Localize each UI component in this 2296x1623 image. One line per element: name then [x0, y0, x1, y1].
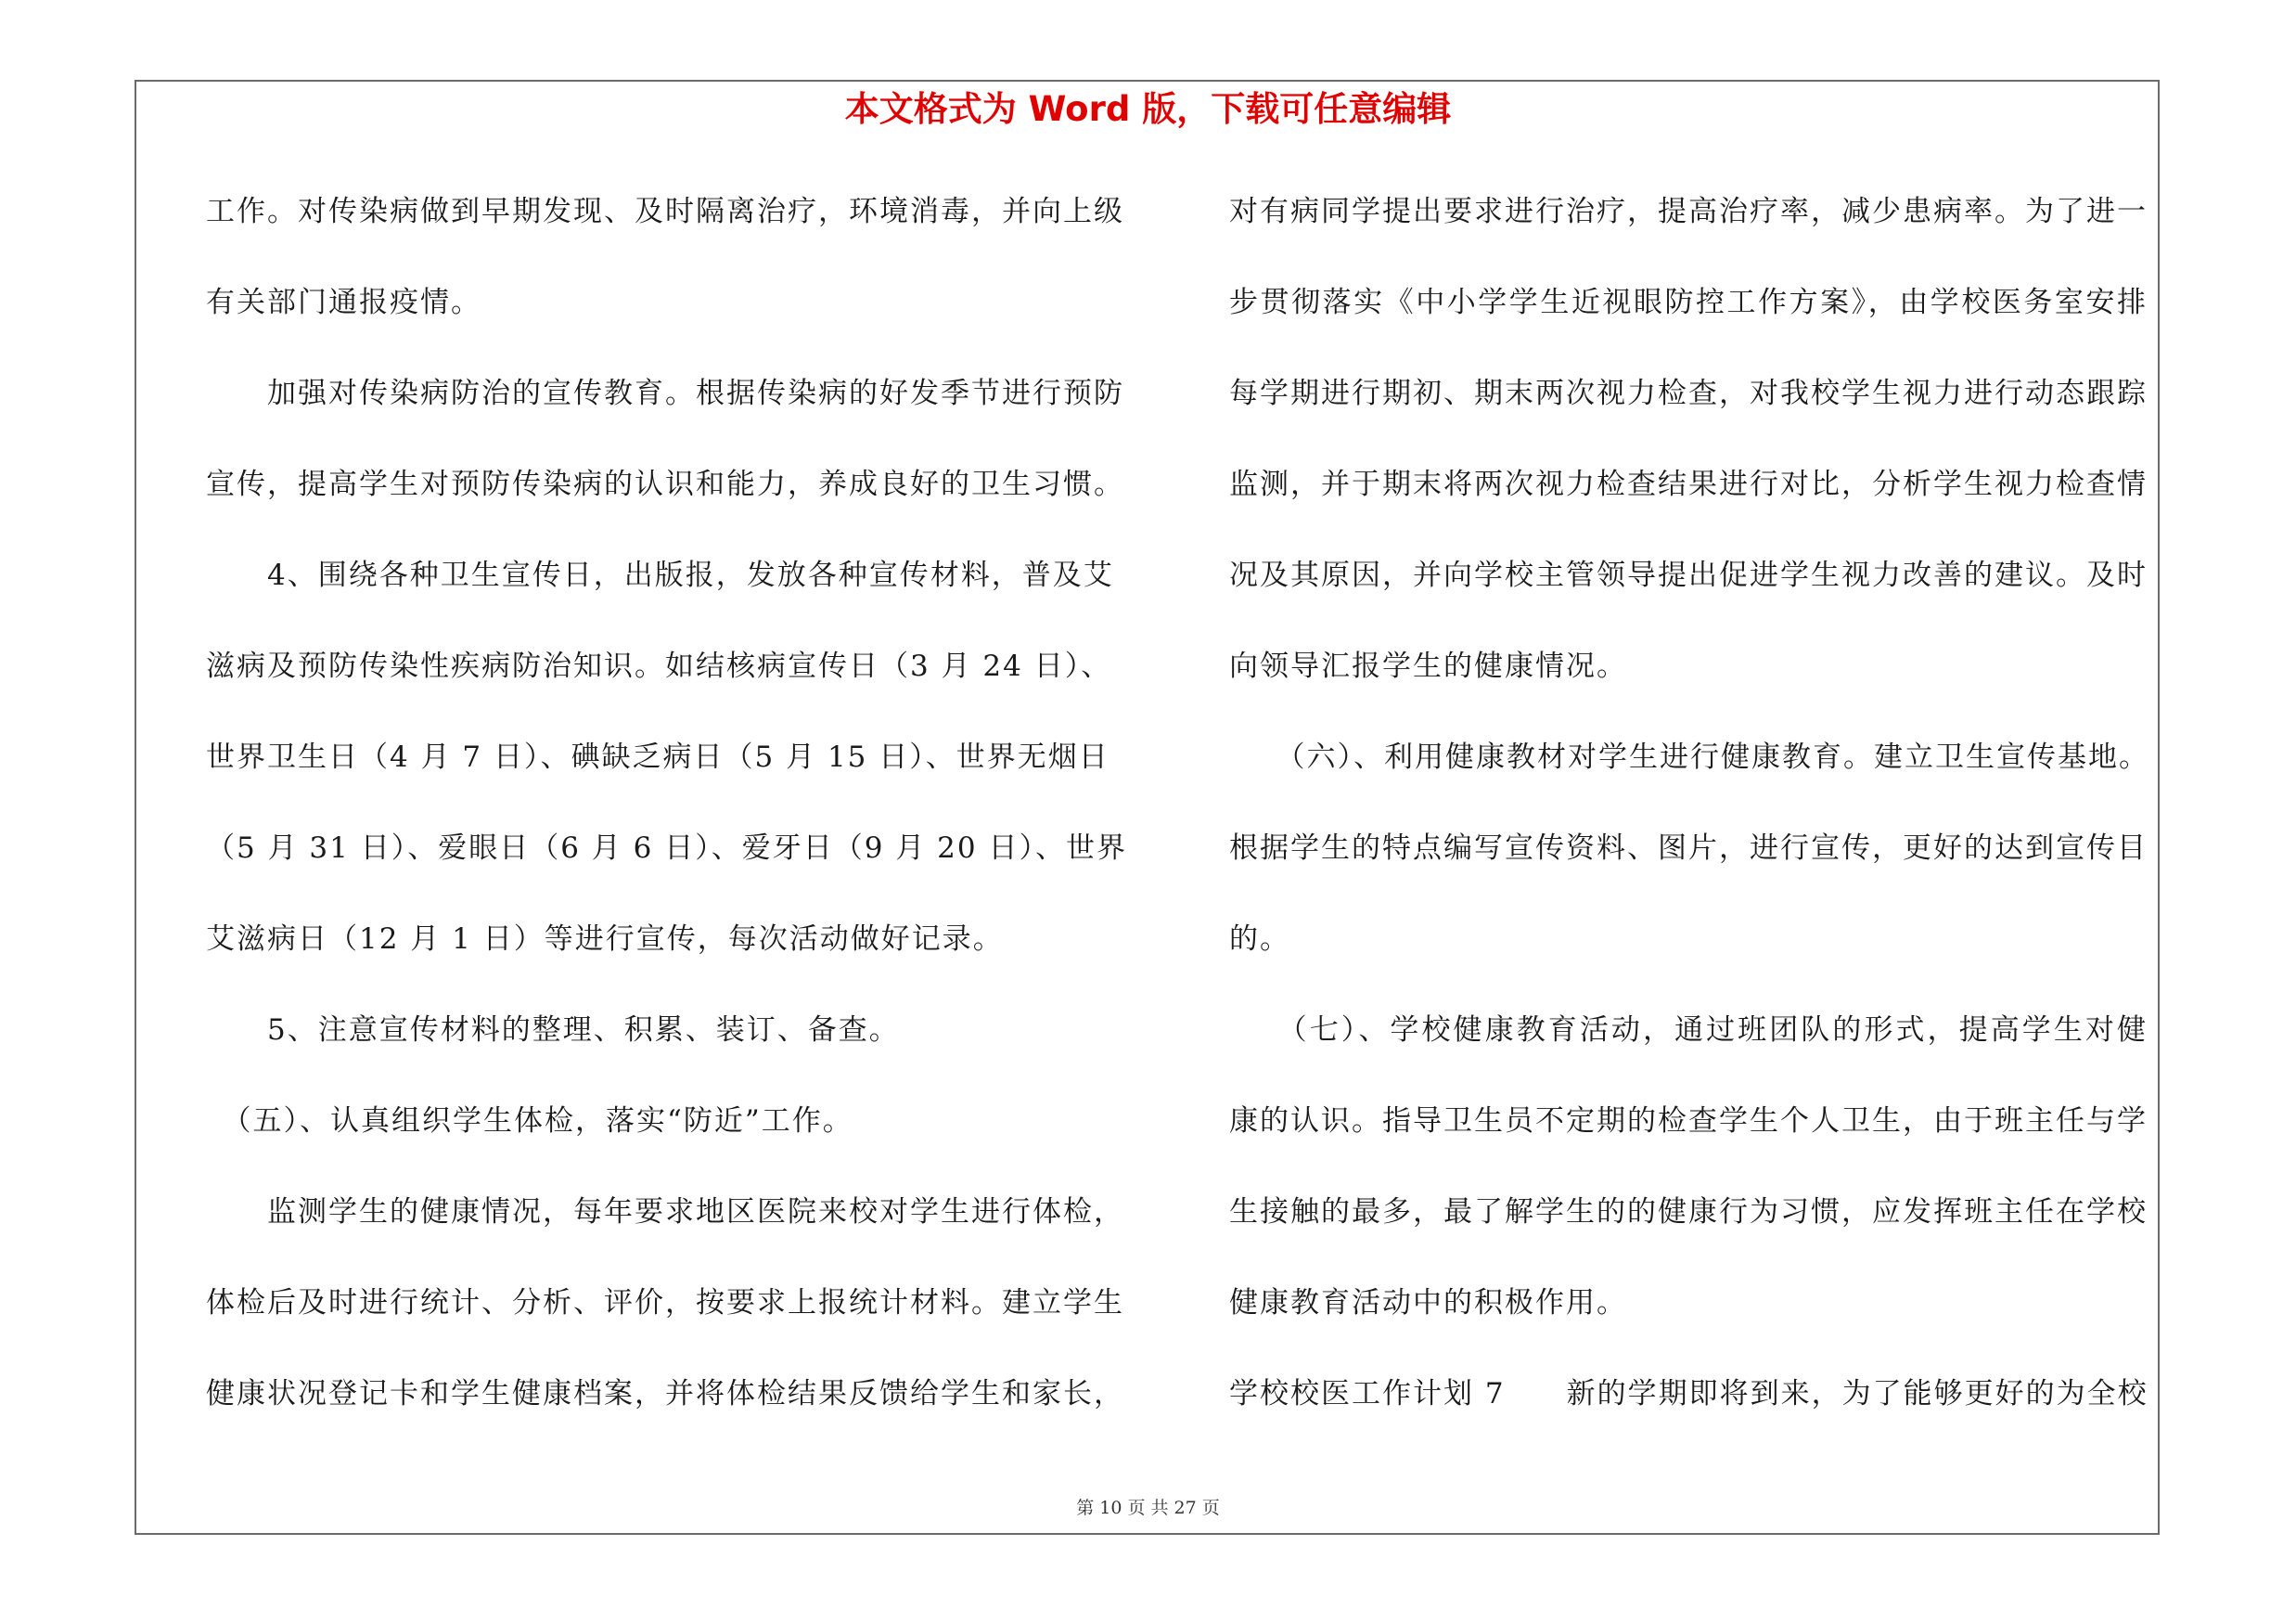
left-column-text-line: （5 月 31 日）、爱眼日（6 月 6 日）、爱牙日（9 月 20 日）、世界	[206, 831, 1127, 865]
left-column-text-line: 滋病及预防传染性疾病防治知识。如结核病宣传日（3 月 24 日）、	[206, 650, 1112, 683]
right-column-text-line: 对有病同学提出要求进行治疗，提高治疗率，减少患病率。为了进一	[1229, 195, 2148, 228]
left-column-text-line: 宣传，提高学生对预防传染病的认识和能力，养成良好的卫生习惯。	[206, 468, 1124, 501]
left-column-text-line: 4、围绕各种卫生宣传日，出版报，发放各种宣传材料，普及艾	[206, 559, 1114, 592]
word-format-notice: 本文格式为 Word 版，下载可任意编辑	[844, 89, 1452, 129]
right-column-text-line: 生接触的最多，最了解学生的的健康行为习惯，应发挥班主任在学校	[1229, 1195, 2148, 1229]
left-column-text-line: 世界卫生日（4 月 7 日）、碘缺乏病日（5 月 15 日）、世界无烟日	[206, 741, 1110, 774]
left-column	[206, 184, 1127, 1457]
right-column-text-line: 的。	[1229, 922, 1290, 956]
right-column-text-line: 向领导汇报学生的健康情况。	[1229, 650, 1627, 683]
right-column-text-line: （七）、学校健康教育活动，通过班团队的形式，提高学生对健	[1229, 1013, 2148, 1047]
right-column-text-line: 况及其原因，并向学校主管领导提出促进学生视力改善的建议。及时	[1229, 559, 2148, 592]
right-column-text-line: 康的认识。指导卫生员不定期的检查学生个人卫生，由于班主任与学	[1229, 1104, 2148, 1138]
right-column-text-line: 根据学生的特点编写宣传资料、图片，进行宣传，更好的达到宣传目	[1229, 831, 2148, 865]
left-column-text-line: 工作。对传染病做到早期发现、及时隔离治疗，环境消毒，并向上级	[206, 195, 1124, 228]
left-column-text-line: 加强对传染病防治的宣传教育。根据传染病的好发季节进行预防	[206, 377, 1124, 410]
left-column-text-line: 监测学生的健康情况，每年要求地区医院来校对学生进行体检，	[206, 1195, 1124, 1229]
left-column-text-line: （五）、认真组织学生体检，落实“防近”工作。	[206, 1104, 853, 1138]
left-column-text-line: 艾滋病日（12 月 1 日）等进行宣传，每次活动做好记录。	[206, 922, 1004, 956]
right-column-text-line: 学校校医工作计划 7 新的学期即将到来，为了能够更好的为全校	[1229, 1377, 2148, 1410]
left-column-text-line: 有关部门通报疫情。	[206, 286, 481, 319]
right-column-text-line: 监测，并于期末将两次视力检查结果进行对比，分析学生视力检查情	[1229, 468, 2148, 501]
right-column-text-line: （六）、利用健康教材对学生进行健康教育。建立卫生宣传基地。	[1229, 741, 2149, 774]
right-column-text-line: 步贯彻落实《中小学学生近视眼防控工作方案》，由学校医务室安排	[1229, 286, 2148, 319]
left-column-text-line: 健康状况登记卡和学生健康档案，并将体检结果反馈给学生和家长，	[206, 1377, 1124, 1410]
left-column-text-line: 体检后及时进行统计、分析、评价，按要求上报统计材料。建立学生	[206, 1286, 1124, 1320]
right-column-text-line: 每学期进行期初、期末两次视力检查，对我校学生视力进行动态跟踪	[1229, 377, 2148, 410]
left-column-text-line: 5、注意宣传材料的整理、积累、装订、备查。	[206, 1013, 900, 1047]
page-number: 第 10 页 共 27 页	[1076, 1498, 1220, 1518]
right-column-text-line: 健康教育活动中的积极作用。	[1229, 1286, 1627, 1320]
right-column	[1229, 184, 2148, 1457]
